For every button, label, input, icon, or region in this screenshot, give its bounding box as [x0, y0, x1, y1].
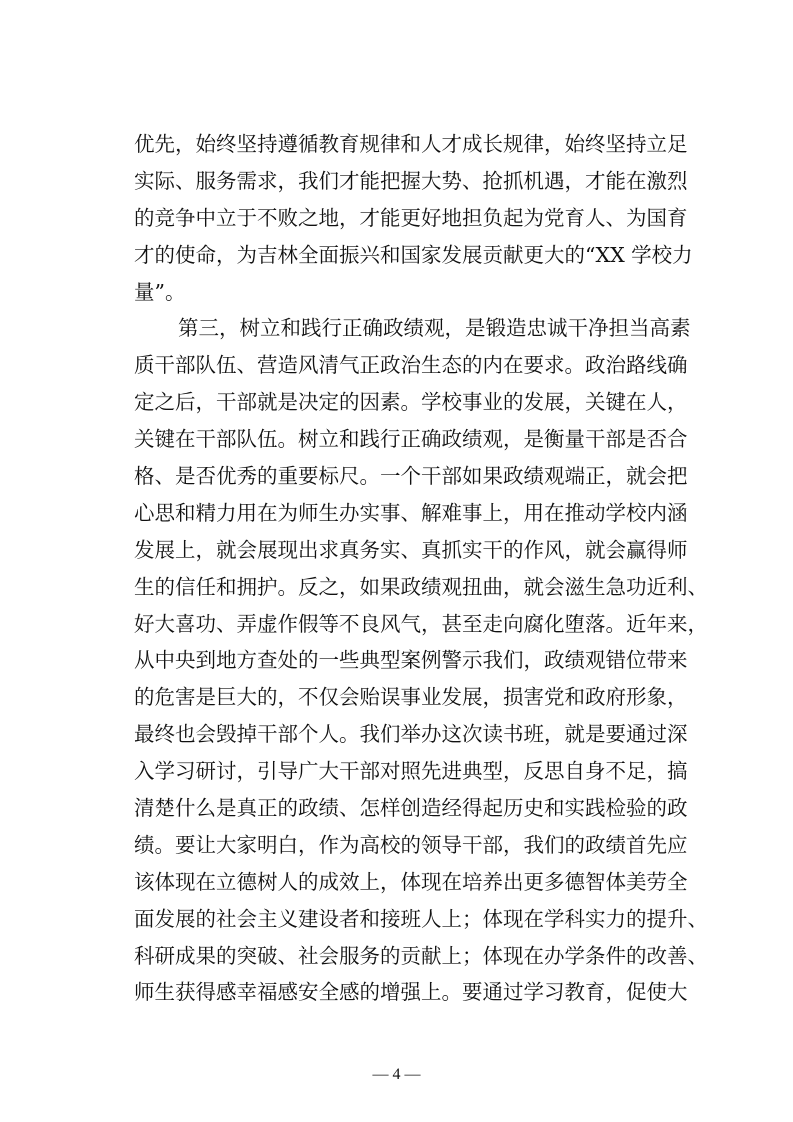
text-line: 发展上，就会展现出求真务实、真抓实干的作风，就会赢得师 [134, 537, 688, 562]
text-line: 好大喜功、弄虚作假等不良风气，甚至走向腐化堕落。近年来， [134, 611, 708, 636]
text-line: 生的信任和拥护。反之，如果政绩观扭曲，就会滋生急功近利、 [134, 574, 708, 599]
text-line: 格、是否优秀的重要标尺。一个干部如果政绩观端正，就会把 [134, 464, 688, 489]
text-line: 面发展的社会主义建设者和接班人上；体现在学科实力的提升、 [134, 906, 708, 931]
text-line: 清楚什么是真正的政绩、怎样创造经得起历史和实践检验的政 [134, 796, 688, 821]
text-line: 第三，树立和践行正确政绩观，是锻造忠诚干净担当高素 [178, 316, 691, 341]
paragraph [134, 126, 693, 310]
text-line: 该体现在立德树人的成效上，体现在培养出更多德智体美劳全 [134, 869, 688, 894]
document-body [134, 126, 708, 1011]
paragraph [134, 310, 708, 1011]
text-line: 优先，始终坚持遵循教育规律和人才成长规律，始终坚持立足 [134, 132, 688, 156]
text-line: 入学习研讨，引导广大干部对照先进典型，反思自身不足，搞 [134, 759, 688, 784]
text-line: 的竞争中立于不败之地，才能更好地担负起为党育人、为国育 [134, 205, 688, 230]
text-line: 绩。要让大家明白，作为高校的领导干部，我们的政绩首先应 [134, 832, 688, 857]
text-line: 量”。 [134, 279, 186, 304]
text-line: 质干部队伍、营造风清气正政治生态的内在要求。政治路线确 [134, 353, 688, 378]
text-line: 心思和精力用在为师生办实事、解难事上，用在推动学校内涵 [134, 500, 688, 525]
text-line: 师生获得感幸福感安全感的增强上。要通过学习教育，促使大 [134, 980, 688, 1005]
text-line: 关键在干部队伍。树立和践行正确政绩观，是衡量干部是否合 [134, 427, 688, 452]
text-line: 实际、服务需求，我们才能把握大势、抢抓机遇，才能在激烈 [134, 168, 688, 193]
text-line: 才的使命，为吉林全面振兴和国家发展贡献更大的“XX 学校力 [134, 242, 693, 267]
text-line: 定之后，干部就是决定的因素。学校事业的发展，关键在人， [134, 390, 688, 415]
text-line: 科研成果的突破、社会服务的贡献上；体现在办学条件的改善、 [134, 943, 708, 968]
page-number: — 4 — [372, 1066, 421, 1083]
text-line: 从中央到地方查处的一些典型案例警示我们，政绩观错位带来 [134, 648, 688, 673]
text-line: 的危害是巨大的，不仅会贻误事业发展，损害党和政府形象， [134, 685, 688, 710]
text-line: 最终也会毁掉干部个人。我们举办这次读书班，就是要通过深 [134, 722, 688, 747]
